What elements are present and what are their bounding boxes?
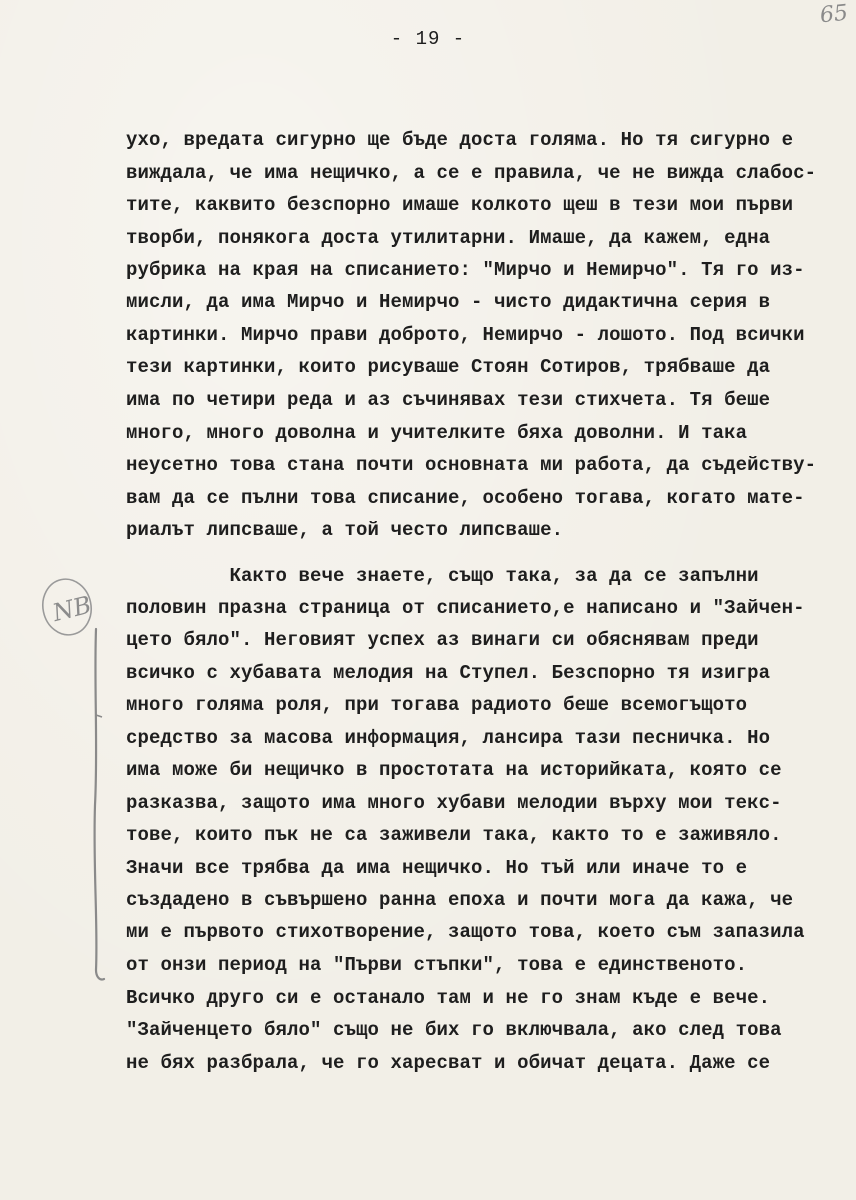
text-line: риалът липсваше, а той често липсваше. xyxy=(126,519,564,541)
text-line: тите, каквито безспорно имаше колкото щеш в тези мои първи xyxy=(126,194,794,216)
text-line: от онзи период на "Първи стъпки", това е единственото. xyxy=(126,954,748,976)
text-line: всичко с хубавата мелодия на Ступел. Безспорно тя изигра xyxy=(126,662,771,684)
text-line: половин празна страница от списанието,е написано и "Зайчен- xyxy=(126,597,805,619)
text-line: виждала, че има нещичко, а се е правила, че не вижда слабос- xyxy=(126,162,817,184)
text-line: ухо, вредата сигурно ще бъде доста голяма. Но тя сигурно е xyxy=(126,129,794,151)
text-line: тези картинки, които рисуваше Стоян Сотиров, трябваше да xyxy=(126,356,771,378)
text-line: вам да се пълни това списание, особено тогава, когато мате- xyxy=(126,487,805,509)
text-line: неусетно това стана почти основната ми работа, да съдейству- xyxy=(126,454,817,476)
text-line: много голяма роля, при тогава радиото беше всемогъщото xyxy=(126,694,748,716)
page-number: - 19 - xyxy=(390,28,466,50)
handwritten-page-annotation: 65 xyxy=(818,0,850,29)
text-line: много, много доволна и учителките бяха доволни. И така xyxy=(126,422,748,444)
text-line: Значи все трябва да има нещичко. Но тъй или иначе то е xyxy=(126,857,748,879)
text-line: разказва, защото има много хубави мелодии върху мои текс- xyxy=(126,792,782,814)
text-line: Както вече знаете, също така, за да се запълни xyxy=(126,565,759,587)
text-line: има може би нещичко в простотата на историйката, която се xyxy=(126,759,782,781)
text-line: мисли, да има Мирчо и Немирчо - чисто дидактична серия в xyxy=(126,291,771,313)
text-line: тове, които пък не са заживели така, както то е заживяло. xyxy=(126,824,782,846)
text-line: картинки. Мирчо прави доброто, Немирчо - лошото. Под всички xyxy=(126,324,805,346)
margin-highlight-bracket xyxy=(86,625,116,985)
text-line: има по четири реда и аз съчинявах тези стихчета. Тя беше xyxy=(126,389,771,411)
text-line: създадено в съвършено ранна епоха и почти мога да кажа, че xyxy=(126,889,794,911)
text-line: ми е първото стихотворение, защото това, което съм запазила xyxy=(126,921,805,943)
text-line: средство за масова информация, лансира тази песничка. Но xyxy=(126,727,771,749)
text-line: "Зайченцето бяло" също не бих го включвала, ако след това xyxy=(126,1019,782,1041)
svg-text:NB: NB xyxy=(49,590,95,628)
text-line: цето бяло". Неговият успех аз винаги си обяснявам преди xyxy=(126,629,759,651)
text-line: Всичко друго си е останало там и не го знам къде е вече. xyxy=(126,987,771,1009)
text-line: рубрика на края на списанието: "Мирчо и Немирчо". Тя го из- xyxy=(126,259,805,281)
text-line: творби, понякога доста утилитарни. Имаше, да кажем, една xyxy=(126,227,771,249)
text-line: не бях разбрала, че го харесват и обичат децата. Даже се xyxy=(126,1052,771,1074)
